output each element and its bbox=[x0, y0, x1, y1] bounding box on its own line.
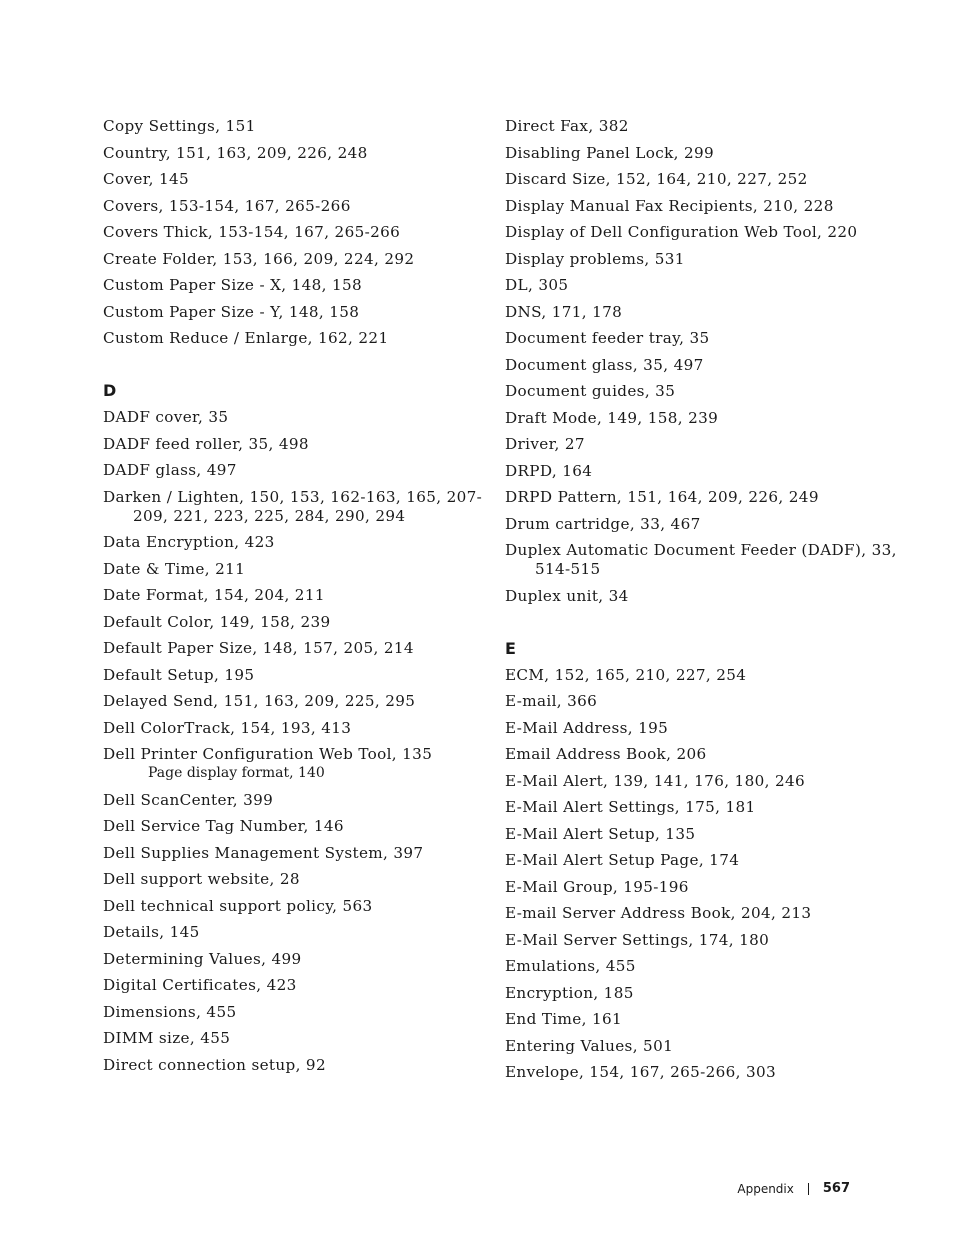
index-entry: E-Mail Group, 195-196 bbox=[505, 877, 689, 896]
index-entry: Dell Supplies Management System, 397 bbox=[103, 843, 424, 862]
index-entry: Data Encryption, 423 bbox=[103, 533, 275, 551]
index-entry: Dimensions, 455 bbox=[103, 1002, 237, 1021]
index-entry: Duplex unit, 34 bbox=[505, 586, 629, 605]
index-entry: Determining Values, 499 bbox=[103, 949, 302, 968]
index-group-d bbox=[103, 408, 483, 1075]
index-entry: Entering Values, 501 bbox=[505, 1036, 674, 1055]
index-entry: Document glass, 35, 497 bbox=[505, 355, 704, 374]
index-entry: DNS, 171, 178 bbox=[505, 302, 623, 321]
page-number: 567 bbox=[822, 1181, 850, 1196]
index-group-c bbox=[103, 117, 483, 348]
index-group-e bbox=[505, 666, 905, 1083]
index-entry: ECM, 152, 165, 210, 227, 254 bbox=[505, 665, 747, 684]
index-group-d-continued bbox=[505, 117, 905, 606]
index-entry: Display Manual Fax Recipients, 210, 228 bbox=[505, 196, 834, 215]
index-entry: Dell Service Tag Number, 146 bbox=[103, 817, 344, 835]
index-entry: Disabling Panel Lock, 299 bbox=[505, 143, 715, 162]
index-entry: DADF cover, 35 bbox=[103, 408, 229, 426]
index-entry: Cover, 145 bbox=[103, 170, 190, 188]
index-heading-d: D bbox=[103, 381, 117, 400]
index-entry: Digital Certificates, 423 bbox=[103, 976, 297, 994]
index-entry: Custom Paper Size - Y, 148, 158 bbox=[103, 302, 360, 321]
index-entry: Copy Settings, 151 bbox=[103, 117, 256, 135]
index-entry: Document feeder tray, 35 bbox=[505, 329, 710, 347]
index-entry: Display of Dell Configuration Web Tool, 220 bbox=[505, 223, 858, 241]
index-entry: E-mail, 366 bbox=[505, 692, 598, 710]
index-entry: Driver, 27 bbox=[505, 435, 585, 453]
index-entry: Direct connection setup, 92 bbox=[103, 1055, 326, 1074]
index-entry: Date & Time, 211 bbox=[103, 559, 246, 578]
index-entry: E-mail Server Address Book, 204, 213 bbox=[505, 904, 812, 922]
index-heading-e: E bbox=[505, 638, 516, 658]
index-entry: E-Mail Alert Settings, 175, 181 bbox=[505, 798, 756, 816]
index-entry: Email Address Book, 206 bbox=[505, 745, 707, 763]
index-entry: Envelope, 154, 167, 265-266, 303 bbox=[505, 1063, 777, 1081]
index-entry: Date Format, 154, 204, 211 bbox=[103, 586, 325, 604]
index-entry: Custom Paper Size - X, 148, 158 bbox=[103, 276, 363, 294]
index-entry: Create Folder, 153, 166, 209, 224, 292 bbox=[103, 249, 415, 268]
footer-section-label: Appendix bbox=[737, 1181, 794, 1196]
index-entry: Default Setup, 195 bbox=[103, 665, 255, 684]
index-entry: Dell support website, 28 bbox=[103, 870, 300, 888]
index-entry: DRPD, 164 bbox=[505, 461, 593, 480]
index-entry: E-Mail Address, 195 bbox=[505, 718, 669, 737]
index-entry: DIMM size, 455 bbox=[103, 1029, 231, 1047]
index-entry: Encryption, 185 bbox=[505, 983, 634, 1002]
index-entry: Darken / Lighten, 150, 153, 162-163, 165, 207-209, 221, 223, 225, 284, 290, 294 bbox=[103, 487, 483, 525]
index-sub-entry: Page display format, 140 bbox=[148, 765, 325, 781]
index-entry: Direct Fax, 382 bbox=[505, 117, 629, 135]
index-entry: DADF glass, 497 bbox=[103, 461, 237, 479]
index-column-right bbox=[505, 117, 905, 1090]
index-entry: Covers, 153-154, 167, 265-266 bbox=[103, 196, 351, 215]
index-entry: Duplex Automatic Document Feeder (DADF), 33, 514-515 bbox=[505, 541, 897, 578]
index-entry: Country, 151, 163, 209, 226, 248 bbox=[103, 143, 368, 162]
index-column-left bbox=[103, 117, 483, 1082]
index-entry: Custom Reduce / Enlarge, 162, 221 bbox=[103, 329, 389, 347]
index-entry: E-Mail Alert Setup Page, 174 bbox=[505, 851, 740, 869]
index-entry: Dell technical support policy, 563 bbox=[103, 896, 373, 915]
index-entry: Default Paper Size, 148, 157, 205, 214 bbox=[103, 639, 414, 657]
page-footer bbox=[737, 1181, 850, 1196]
index-entry: Dell ColorTrack, 154, 193, 413 bbox=[103, 718, 352, 737]
index-entry: E-Mail Alert Setup, 135 bbox=[505, 824, 696, 843]
index-entry: Document guides, 35 bbox=[505, 382, 676, 400]
index-entry: Default Color, 149, 158, 239 bbox=[103, 612, 331, 631]
index-entry: Emulations, 455 bbox=[505, 957, 636, 975]
index-entry: E-Mail Alert, 139, 141, 176, 180, 246 bbox=[505, 771, 805, 790]
index-entry: Drum cartridge, 33, 467 bbox=[505, 514, 701, 533]
index-entry: E-Mail Server Settings, 174, 180 bbox=[505, 930, 770, 949]
index-entry: Display problems, 531 bbox=[505, 249, 685, 268]
index-entry: Covers Thick, 153-154, 167, 265-266 bbox=[103, 223, 401, 241]
index-sub-entry-wrap bbox=[103, 764, 483, 783]
index-entry: Details, 145 bbox=[103, 923, 200, 941]
index-entry: Dell Printer Configuration Web Tool, 135 bbox=[103, 745, 433, 763]
index-entry: Delayed Send, 151, 163, 209, 225, 295 bbox=[103, 692, 416, 710]
index-entry: DL, 305 bbox=[505, 276, 569, 294]
index-entry: DRPD Pattern, 151, 164, 209, 226, 249 bbox=[505, 488, 819, 506]
footer-divider bbox=[808, 1183, 809, 1195]
index-entry: Discard Size, 152, 164, 210, 227, 252 bbox=[505, 170, 808, 188]
index-entry: End Time, 161 bbox=[505, 1010, 622, 1028]
index-entry: DADF feed roller, 35, 498 bbox=[103, 434, 309, 453]
index-entry: Draft Mode, 149, 158, 239 bbox=[505, 408, 719, 427]
index-entry: Dell ScanCenter, 399 bbox=[103, 790, 274, 809]
